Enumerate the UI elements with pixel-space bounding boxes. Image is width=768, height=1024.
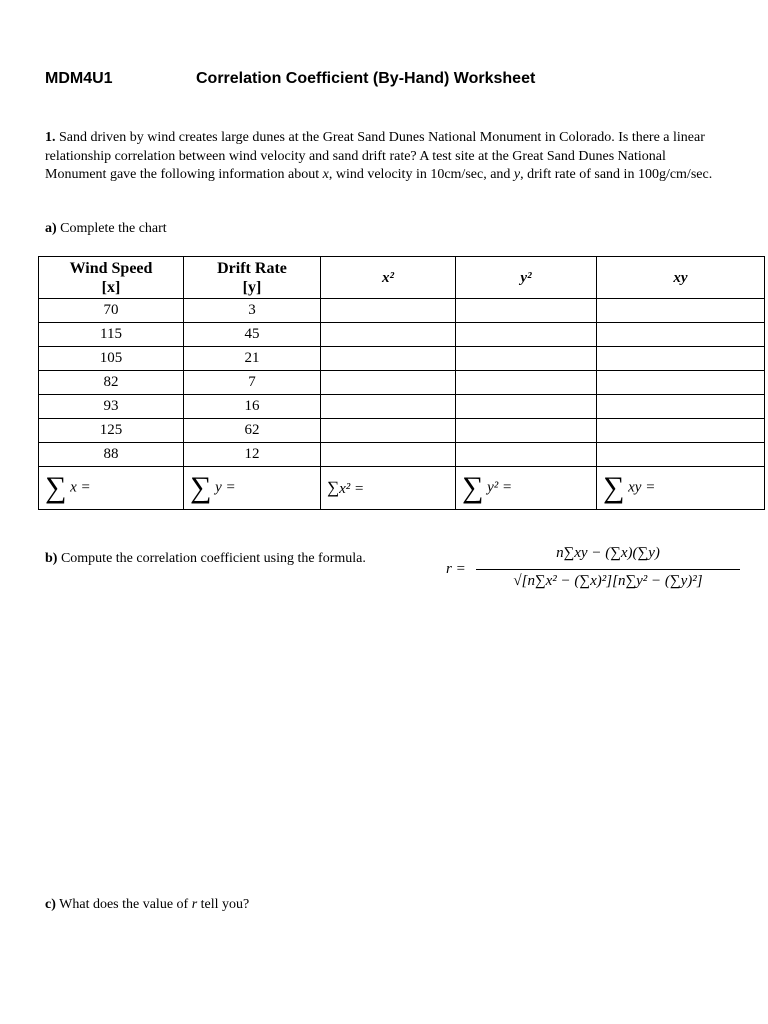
part-c-text-1: What does the value of xyxy=(55,897,192,912)
sigma-symbol: ∑ xyxy=(190,471,212,504)
worksheet-title: Correlation Coefficient (By-Hand) Worksheet xyxy=(196,70,536,87)
cell-y2-blank[interactable] xyxy=(456,323,597,347)
cell-x2-blank[interactable] xyxy=(321,323,456,347)
cell-xy-blank[interactable] xyxy=(597,419,765,443)
sum-y-label: y = xyxy=(215,479,236,496)
sum-x2-cell[interactable] xyxy=(321,467,456,510)
cell-x: 105 xyxy=(39,347,184,371)
part-c-text-2: tell you? xyxy=(197,897,250,912)
sigma-symbol: ∑ xyxy=(603,471,625,504)
cell-x: 82 xyxy=(39,371,184,395)
part-c xyxy=(45,897,249,913)
cell-xy-blank[interactable] xyxy=(597,443,765,467)
header-xy: xy xyxy=(597,257,765,299)
part-b-text: Compute the correlation coefficient using the formula. xyxy=(57,551,366,566)
question-text-2: , wind velocity in 10cm/sec, and xyxy=(328,167,514,182)
cell-x: 125 xyxy=(39,419,184,443)
cell-x2-blank[interactable] xyxy=(321,443,456,467)
cell-y: 45 xyxy=(184,323,321,347)
cell-y2-blank[interactable] xyxy=(456,347,597,371)
header-wind-speed: Wind Speed [x] xyxy=(39,257,184,299)
question-text-1: Sand driven by wind creates large dunes at the Great Sand Dunes National Monument in Colorado. Is there a linear relationship correlation between wind velocity and sand drift rate? A test site at the Great Sand Dunes National Monument gave the following information about xyxy=(45,130,705,182)
cell-x: 70 xyxy=(39,299,184,323)
table-row xyxy=(39,299,765,323)
header-x-squared: x² xyxy=(321,257,456,299)
cell-xy-blank[interactable] xyxy=(597,323,765,347)
header-y-squared: y² xyxy=(456,257,597,299)
variable-r: r xyxy=(191,897,198,912)
question-text-3: , drift rate of sand in 100g/cm/sec. xyxy=(520,167,713,182)
cell-y2-blank[interactable] xyxy=(456,395,597,419)
cell-y2-blank[interactable] xyxy=(456,371,597,395)
sigma-symbol: ∑ xyxy=(45,471,67,504)
table-row xyxy=(39,347,765,371)
cell-y: 21 xyxy=(184,347,321,371)
part-a-text: Complete the chart xyxy=(56,221,167,236)
sum-y-cell[interactable] xyxy=(184,467,321,510)
part-a-label: a) xyxy=(45,221,57,236)
formula-denominator: √[n∑x² − (∑x)²][n∑y² − (∑y)²] xyxy=(513,573,703,589)
variable-y: y xyxy=(513,167,521,182)
sigma-symbol: ∑ xyxy=(462,471,484,504)
question-number: 1. xyxy=(45,130,56,145)
part-b xyxy=(45,551,366,567)
chart-header-row xyxy=(39,257,765,299)
cell-y: 16 xyxy=(184,395,321,419)
cell-x2-blank[interactable] xyxy=(321,347,456,371)
sum-row xyxy=(39,467,765,510)
question-1 xyxy=(45,129,725,185)
sigma-symbol: ∑ xyxy=(327,478,340,497)
sum-x2-label: x² = xyxy=(339,481,365,497)
cell-y: 7 xyxy=(184,371,321,395)
table-row xyxy=(39,419,765,443)
cell-y2-blank[interactable] xyxy=(456,299,597,323)
sum-x-label: x = xyxy=(70,479,91,496)
cell-x: 88 xyxy=(39,443,184,467)
formula-numerator: n∑xy − (∑x)(∑y) xyxy=(556,545,660,561)
course-code: MDM4U1 xyxy=(45,70,113,87)
cell-y: 62 xyxy=(184,419,321,443)
correlation-formula xyxy=(446,545,741,595)
table-row xyxy=(39,323,765,347)
sum-x-cell[interactable] xyxy=(39,467,184,510)
cell-xy-blank[interactable] xyxy=(597,395,765,419)
table-row xyxy=(39,443,765,467)
cell-x2-blank[interactable] xyxy=(321,395,456,419)
cell-x2-blank[interactable] xyxy=(321,419,456,443)
table-row xyxy=(39,371,765,395)
formula-lhs: r = xyxy=(446,561,466,577)
sum-xy-label: xy = xyxy=(628,479,656,496)
sum-y2-cell[interactable] xyxy=(456,467,597,510)
cell-x2-blank[interactable] xyxy=(321,299,456,323)
sum-y2-label: y² = xyxy=(487,479,513,496)
variable-x: x xyxy=(322,167,329,182)
data-chart xyxy=(38,256,765,510)
cell-y: 3 xyxy=(184,299,321,323)
cell-y2-blank[interactable] xyxy=(456,443,597,467)
fraction-bar xyxy=(476,569,740,570)
cell-y: 12 xyxy=(184,443,321,467)
cell-xy-blank[interactable] xyxy=(597,371,765,395)
table-row xyxy=(39,395,765,419)
sum-xy-cell[interactable] xyxy=(597,467,765,510)
cell-y2-blank[interactable] xyxy=(456,419,597,443)
header-drift-rate: Drift Rate [y] xyxy=(184,257,321,299)
cell-x2-blank[interactable] xyxy=(321,371,456,395)
cell-xy-blank[interactable] xyxy=(597,299,765,323)
cell-x: 115 xyxy=(39,323,184,347)
part-a xyxy=(45,221,167,237)
cell-xy-blank[interactable] xyxy=(597,347,765,371)
cell-x: 93 xyxy=(39,395,184,419)
part-c-label: c) xyxy=(45,897,56,912)
part-b-label: b) xyxy=(45,551,58,566)
